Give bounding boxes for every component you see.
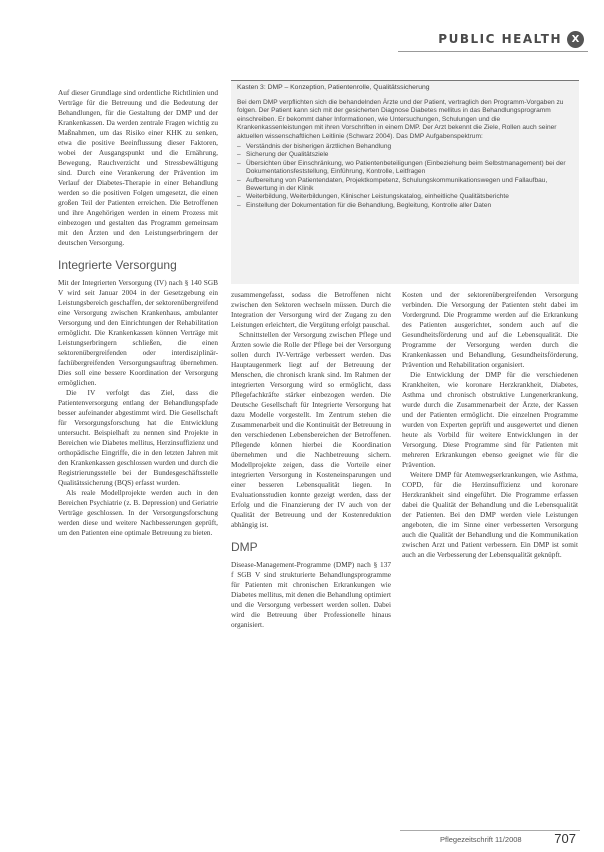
- info-box-dmp: [231, 80, 579, 284]
- section-title: PUBLIC HEALTH: [438, 32, 562, 46]
- page-footer: [400, 830, 580, 845]
- box-list: [237, 143, 573, 210]
- box-list-item: – Sicherung der Qualitätsziele: [237, 151, 573, 159]
- box-list-item: – Übersichten über Einschränkung, wo Patientenbeteiligungen (Einbeziehung beim Selbstmanagement) bei der Dokumentationsfeststellung, Einführung, Kontrolle, Leitfragen: [237, 160, 573, 177]
- paragraph: Die IV verfolgt das Ziel, dass die Patientenversorgung entlang der Behandlungspfade besser aufeinander abgestimmt wird. Die Gesellschaft für Versorgungsforschung hat die Entwicklung untersucht. Beispielhaft zu nennen sind Projekte in Bereichen wie Diabetes mellitus, Herzinsuffizienz und orthopädische Eingriffe, die in den letzten Jahren mit den Krankenkassen geschlossen wurden und durch die Registrierungsstelle bei der Bundesgeschäftsstelle Qualitätssicherung (BQS) erfasst wurden.: [58, 388, 218, 487]
- box-list-item: – Verständnis der bisherigen ärztlichen Behandlung: [237, 143, 573, 151]
- paragraph: zusammengefasst, sodass die Betroffenen nicht zwischen den Sektoren wechseln müssen. Durch die Integration der Versorgung wird der Zugang zu den Leistungen erleichtert, die Vergütung erfolgt pauschal.: [231, 290, 391, 329]
- page-header: [398, 30, 588, 50]
- box-list-item: – Weiterbildung, Weiterbildungen, Klinischer Leistungskatalog, einheitliche Qualitätsberichte: [237, 193, 573, 201]
- header-divider: [398, 51, 588, 52]
- paragraph: Auf dieser Grundlage sind ordentliche Richtlinien und Verträge für die Betreuung und die Bedeutung der Behandlungen, für die Gestaltung der DMP und der Krankenkassen. Da werden zentrale Fragen wichtig zu Maßnahmen, um das Risiko einer KHK zu senken, etwa die positive Beeinflussung dieser Faktoren, wobei der Ausgangspunkt und die Ernährung, Bewegung, Rauchverzicht und Stressbewältigung sind. Durch eine Verankerung der Prävention im Verlauf der Diabetes-Therapie in einer Behandlung werden so die positiven Folgen umgesetzt, die einen großen Teil der Patienten erreichen. Die Betroffenen und ihre Angehörigen werden in einem Prozess mit einbezogen und gestalten das Programm gemeinsam mit den Ärzten und den Leistungserbringern der deutschen Versorgung.: [58, 88, 218, 247]
- column-3: [402, 290, 578, 822]
- paragraph: Disease-Management-Programme (DMP) nach § 137 f SGB V sind strukturierte Behandlungsprogramme für Patienten mit chronischen Erkrankungen wie Diabetes mellitus, mit denen die Behandlung optimiert und die Versorgung verbessert werden sollen. Dabei wird die Betreuung über Professionelle hinaus organisiert.: [231, 560, 391, 629]
- paragraph: Weitere DMP für Atemwegserkrankungen, wie Asthma, COPD, für die Herzinsuffizienz und koronare Herzkrankheit sind eingeführt. Die Programme erfassen dabei die Qualität der Behandlung und die Lebensqualität der Patienten. Bei den DMP werden viele Leistungen angeboten, die im Sinne einer verbesserten Versorgung auch die Qualität der Behandlung und die Kommunikation zwischen Arzt und Patient verbessern. Ein DMP ist somit auch an die Verbesserung der Lebensqualität geknüpft.: [402, 470, 578, 559]
- journal-citation: Pflegezeitschrift 11/2008: [440, 835, 522, 844]
- paragraph: Mit der Integrierten Versorgung (IV) nach § 140 SGB V wird seit Januar 2004 in der Gesetzgebung ein Leistungsbereich geschaffen, der sektorenübergreifend eine Versorgung zwischen Krankenhaus, ambulanter Versorgung und den Einrichtungen der Rehabilitation ermöglicht. Die Krankenkassen können Verträge mit Leistungserbringern schließen, die einen sektorenübergreifenden oder interdisziplinär-fachübergreifenden Versorgungsauftrag übernehmen. Dies soll eine bessere Koordination der Versorgung ermöglichen.: [58, 278, 218, 387]
- paragraph: Kosten und der sektorenübergreifenden Versorgung verbinden. Die Versorgung der Patienten steht dabei im Vordergrund. Die Programme werden auf die Erkrankung des Patienten ausgerichtet, sondern auch auf die Gesundheitsförderung und auf die Lebensqualität. Die Programme der Versorgung werden durch die Krankenkassen und Behandlung, Gesundheitsförderung, Prävention und Rehabilitation organisiert.: [402, 290, 578, 369]
- box-caption: Kasten 3: DMP – Konzeption, Patientenrolle, Qualitätssicherung: [237, 84, 430, 91]
- box-list-item: – Aufbereitung von Patientendaten, Projektkompetenz, Schulungskommunikationswegen und Fallaufbau, Bewertung in der Klinik: [237, 177, 573, 194]
- page-number: 707: [554, 831, 576, 846]
- section-badge-icon: X: [567, 31, 584, 48]
- paragraph: Schnittstellen der Versorgung zwischen Pflege und Ärzten sowie die Rolle der Pflege bei der Versorgung sollen durch IV-Verträge verbessert werden. Das Hauptaugenmerk liegt auf der Betreuung der Menschen, die chronisch krank sind. Im Rahmen der integrierten Versorgung wird so ermöglicht, dass Pflegefachkräfte stärker einbezogen werden. Die Deutsche Gesellschaft für Integrierte Versorgung hat dazu Modelle vorgestellt. Im Zentrum stehen die Zusammenarbeit und die Kontinuität der Betreuung in den verschiedenen Lebensbereichen der Betroffenen. Pflegende können hierbei die Koordination übernehmen und die Nachbetreuung sichern. Modellprojekte zeigen, dass die Vorteile einer integrierten Versorgung in Kosteneinsparungen und einer besseren Lebensqualität liegen. In Evaluationsstudien konnte gezeigt werden, dass der Erfolg und die Finanzierung der IV auch von der Qualität der Betreuung und der Kostenreduktion abhängig ist.: [231, 330, 391, 529]
- paragraph: Die Entwicklung der DMP für die verschiedenen Krankheiten, wie koronare Herzkrankheit, Diabetes, Asthma und chronisch obstruktive Lungenerkrankung, wurde durch die Zusammenarbeit der Ärzte, der Kassen und der Patienten ermöglicht. Die einzelnen Programme wurden von Experten geprüft und ausgewertet und dienen heute als Vorbild für weitere Entwicklungen in der Versorgung. Diese Programme sind für Patienten mit mehreren Erkrankungen ebenso geeignet wie für die Prävention.: [402, 370, 578, 469]
- column-2: [231, 290, 391, 828]
- box-list-item: – Einstellung der Dokumentation für die Behandlung, Begleitung, Kontrolle aller Daten: [237, 202, 573, 210]
- section-heading-dmp: DMP: [231, 540, 258, 554]
- box-intro: Bei dem DMP verpflichten sich die behandelnden Ärzte und der Patient, vertraglich den Programm-Vorgaben zu folgen. Der Patient kann sich mit der gesicherten Diagnose Diabetes mellitus in das Behandlungsprogramm einschreiben. Er bekommt daher Informationen, wie Untersuchungen, Schulungen und die Krankenkassenleistungen mit ihren Vorschriften in einem DMP. Der Arzt bekennt die Ziele, Rollen auch seiner aktuellen wissenschaftlichen Leitlinie (Schwarz 2004). Das DMP Aufgabenspektrum:: [237, 99, 564, 140]
- column-1: [58, 88, 218, 828]
- section-heading-integrierte-versorgung: Integrierte Versorgung: [58, 258, 177, 272]
- paragraph: Als reale Modellprojekte werden auch in den Bereichen Psychiatrie (z. B. Depression) und Geriatrie Verträge geschlossen. In der Versorgungsforschung werden diese und weitere Nachbesserungen geprüft, um den Patienten eine optimale Betreuung zu bieten.: [58, 488, 218, 537]
- box-body: [237, 99, 573, 210]
